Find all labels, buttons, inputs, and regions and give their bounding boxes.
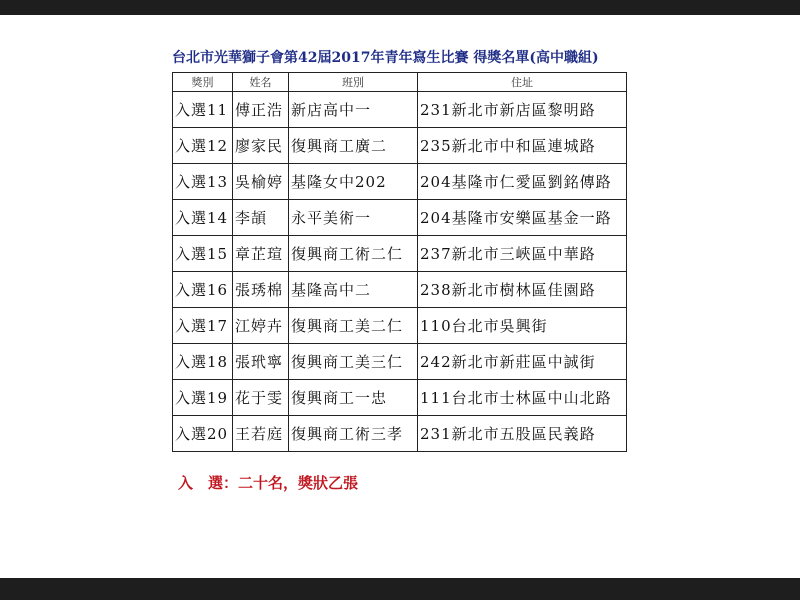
name-cell: 廖家民: [233, 128, 289, 164]
name-cell: 花于雯: [233, 380, 289, 416]
address-cell: 204基隆市仁愛區劉銘傳路: [418, 164, 627, 200]
award-cell: 入選19: [173, 380, 233, 416]
header-name: 姓名: [233, 73, 289, 92]
class-cell: 基隆高中二: [289, 272, 418, 308]
top-letterbox-bar: [0, 0, 800, 15]
table-row: [173, 128, 627, 164]
name-cell: 張琇棉: [233, 272, 289, 308]
class-cell: 復興商工美二仁: [289, 308, 418, 344]
class-cell: 復興商工一忠: [289, 380, 418, 416]
table-row: [173, 344, 627, 380]
name-cell: 李頡: [233, 200, 289, 236]
name-cell: 吳榆婷: [233, 164, 289, 200]
award-cell: 入選17: [173, 308, 233, 344]
table-row: [173, 200, 627, 236]
table-row: [173, 236, 627, 272]
table-row: [173, 416, 627, 452]
award-table: [172, 72, 627, 452]
award-cell: 入選14: [173, 200, 233, 236]
header-address: 住址: [418, 73, 627, 92]
award-note: 入 選：二十名，獎狀乙張: [178, 474, 359, 492]
name-cell: 王若庭: [233, 416, 289, 452]
name-cell: 傅正浩: [233, 92, 289, 128]
class-cell: 基隆女中202: [289, 164, 418, 200]
award-cell: 入選15: [173, 236, 233, 272]
name-cell: 張玳寧: [233, 344, 289, 380]
address-cell: 111台北市士林區中山北路: [418, 380, 627, 416]
address-cell: 238新北市樹林區佳園路: [418, 272, 627, 308]
table-row: [173, 272, 627, 308]
address-cell: 235新北市中和區連城路: [418, 128, 627, 164]
address-cell: 204基隆市安樂區基金一路: [418, 200, 627, 236]
table-row: [173, 164, 627, 200]
bottom-letterbox-bar: [0, 578, 800, 600]
class-cell: 復興商工美三仁: [289, 344, 418, 380]
name-cell: 章芷瑄: [233, 236, 289, 272]
class-cell: 新店高中一: [289, 92, 418, 128]
address-cell: 231新北市新店區黎明路: [418, 92, 627, 128]
address-cell: 237新北市三峽區中華路: [418, 236, 627, 272]
address-cell: 242新北市新莊區中誠街: [418, 344, 627, 380]
award-cell: 入選11: [173, 92, 233, 128]
award-cell: 入選13: [173, 164, 233, 200]
table-row: [173, 92, 627, 128]
award-cell: 入選12: [173, 128, 233, 164]
class-cell: 永平美術一: [289, 200, 418, 236]
class-cell: 復興商工術二仁: [289, 236, 418, 272]
award-cell: 入選16: [173, 272, 233, 308]
award-cell: 入選20: [173, 416, 233, 452]
address-cell: 110台北市吳興街: [418, 308, 627, 344]
table-header-row: [173, 73, 627, 92]
table-row: [173, 380, 627, 416]
header-award: 獎別: [173, 73, 233, 92]
header-class: 班別: [289, 73, 418, 92]
class-cell: 復興商工術三孝: [289, 416, 418, 452]
address-cell: 231新北市五股區民義路: [418, 416, 627, 452]
page-title: 台北市光華獅子會第42屆2017年青年寫生比賽 得獎名單(高中職組): [172, 50, 599, 66]
table-row: [173, 308, 627, 344]
name-cell: 江婷卉: [233, 308, 289, 344]
award-cell: 入選18: [173, 344, 233, 380]
class-cell: 復興商工廣二: [289, 128, 418, 164]
